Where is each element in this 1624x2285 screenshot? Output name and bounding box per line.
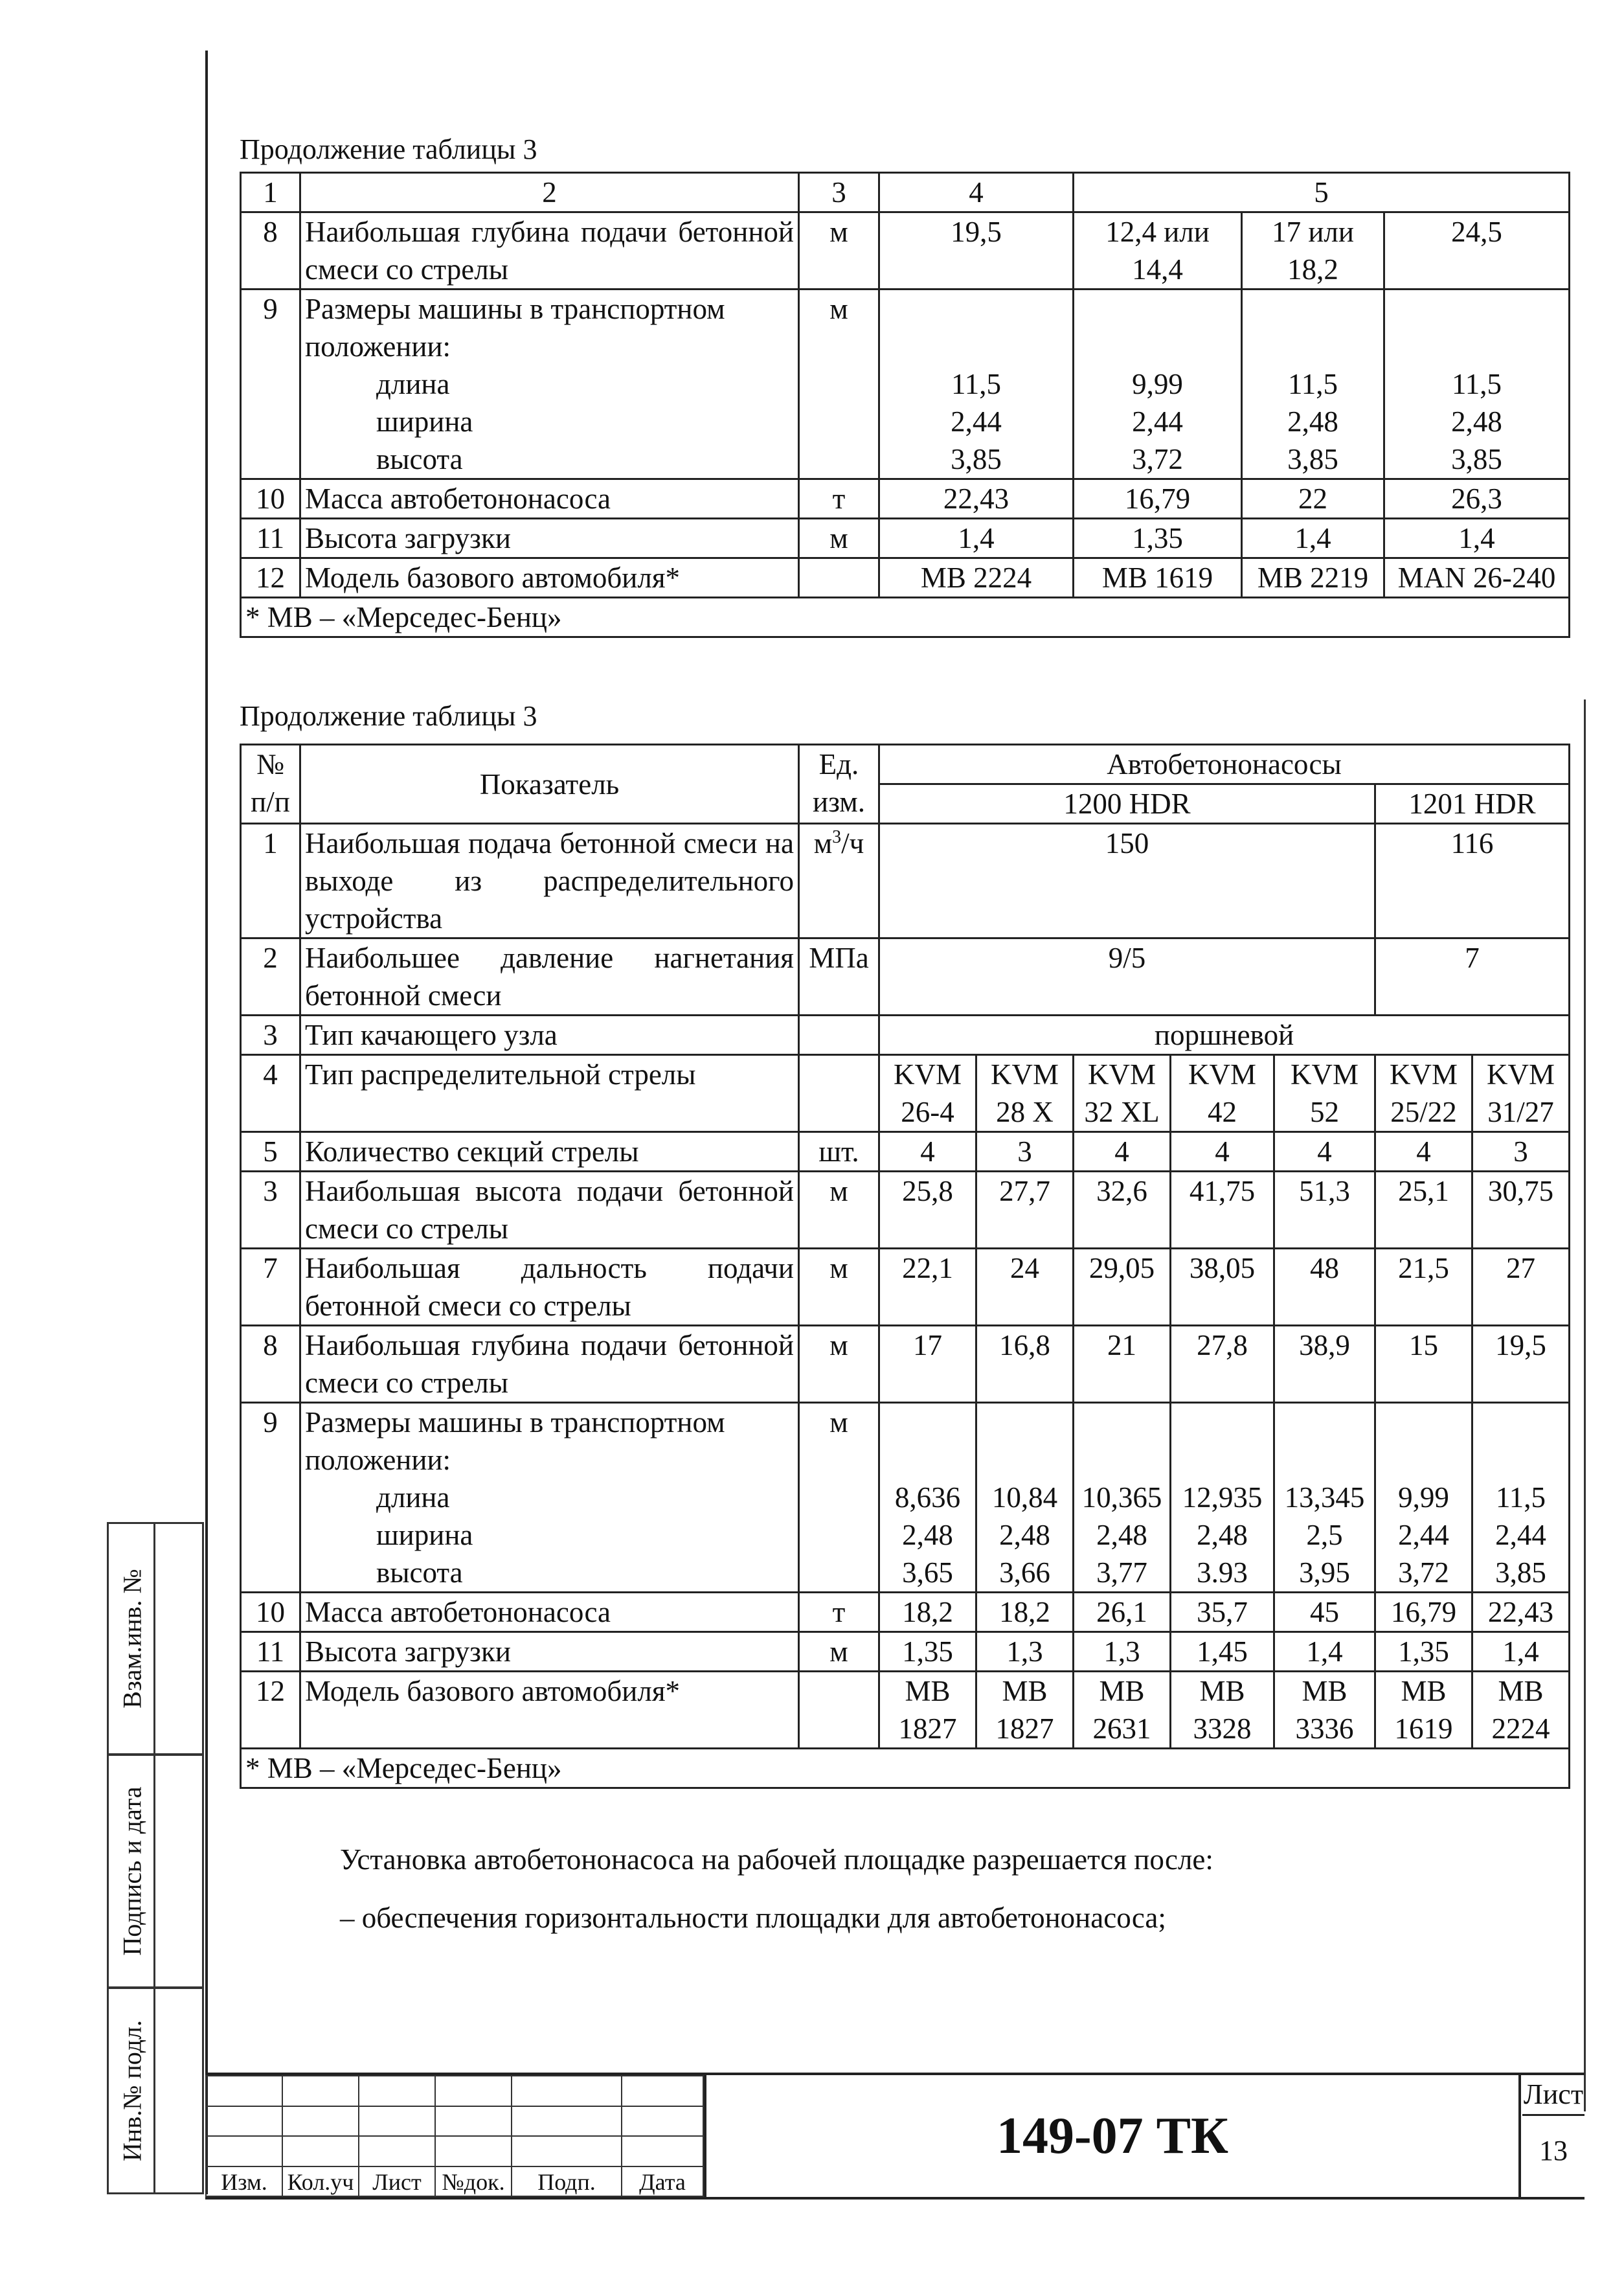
row-value: KVM 52	[1274, 1055, 1375, 1132]
row-value: 24,5	[1384, 212, 1570, 290]
row-subvalue: 3,85	[1451, 443, 1502, 475]
row-value: 4	[1171, 1132, 1274, 1172]
table-row	[241, 1593, 1570, 1632]
table-b-caption: Продолжение таблицы 3	[240, 700, 537, 732]
row-number: 3	[241, 1016, 300, 1055]
table-b-header-row	[241, 745, 1570, 784]
body-paragraph: Установка автобетононасоса на рабочей площадке разрешается после:	[340, 1843, 1213, 1876]
row-value: 4	[879, 1132, 976, 1172]
row-value: 21,5	[1375, 1249, 1472, 1326]
row-value: 45	[1274, 1593, 1375, 1632]
row-value: 1,4	[879, 519, 1074, 558]
row-subvalue: 2,44	[951, 405, 1002, 438]
row-value: KVM 26-4	[879, 1055, 976, 1132]
table-row	[241, 1016, 1570, 1055]
row-value-stack: 9,99 2,44 3,72	[1375, 1403, 1472, 1593]
row-number: 7	[241, 1249, 300, 1326]
row-subname: ширина	[376, 1519, 473, 1551]
row-number: 12	[241, 1672, 300, 1749]
row-value: 25,1	[1375, 1172, 1472, 1249]
row-number: 1	[241, 824, 300, 938]
row-value: 1,35	[879, 1632, 976, 1672]
row-value: 15	[1375, 1326, 1472, 1403]
table-footnote-row	[241, 1749, 1570, 1788]
table-row	[241, 1672, 1570, 1749]
row-value: 32,6	[1074, 1172, 1171, 1249]
sheet-label: Лист	[1522, 2075, 1585, 2116]
row-name: Размеры машины в транспортном положении:	[305, 1406, 725, 1476]
row-subvalue: 2,44	[1132, 405, 1183, 438]
row-unit: м	[799, 1632, 879, 1672]
row-subvalue: 3,85	[1287, 443, 1338, 475]
row-value: MB 2224	[879, 558, 1074, 598]
table-a-header-cell: 2	[300, 173, 799, 212]
row-value: 30,75	[1472, 1172, 1570, 1249]
row-unit	[799, 1055, 879, 1132]
row-value-stack	[1074, 290, 1242, 479]
row-value-stack: 11,5 2,44 3,85	[1472, 1403, 1570, 1593]
row-value: 25,8	[879, 1172, 976, 1249]
row-value: 19,5	[879, 212, 1074, 290]
row-name: Наибольшая глубина подачи бетонной смеси со стрелы	[300, 212, 799, 290]
row-unit: м	[799, 1249, 879, 1326]
row-value: MAN 26-240	[1384, 558, 1570, 598]
row-number: 5	[241, 1132, 300, 1172]
row-value: 27,8	[1171, 1326, 1274, 1403]
row-subname: высота	[376, 443, 463, 475]
table-row	[241, 479, 1570, 519]
row-name: Тип распределительной стрелы	[300, 1055, 799, 1132]
row-number: 11	[241, 1632, 300, 1672]
table-row	[241, 938, 1570, 1016]
row-value: 1,4	[1242, 519, 1384, 558]
row-value: 18,2	[879, 1593, 976, 1632]
row-subvalue: 2,48	[1451, 405, 1502, 438]
row-value: 38,05	[1171, 1249, 1274, 1326]
table-b-footnote: * MB – «Мерседес-Бенц»	[241, 1749, 1570, 1788]
row-value: 35,7	[1171, 1593, 1274, 1632]
row-number: 4	[241, 1055, 300, 1132]
header-num: № п/п	[241, 745, 300, 824]
row-name: Размеры машины в транспортном положении:	[305, 293, 725, 363]
title-block-label: Лист	[359, 2166, 435, 2197]
table-row	[241, 212, 1570, 290]
row-name: Наибольшее давление нагнетания бетонной смеси	[300, 938, 799, 1016]
row-number: 9	[241, 1403, 300, 1593]
row-value: 24	[976, 1249, 1074, 1326]
table-row	[241, 1055, 1570, 1132]
table-a-header-cell: 1	[241, 173, 300, 212]
table-a-caption: Продолжение таблицы 3	[240, 133, 537, 165]
row-name: Наибольшая глубина подачи бетонной смеси со стрелы	[300, 1326, 799, 1403]
row-value: 27	[1472, 1249, 1570, 1326]
header-unit: Ед. изм.	[799, 745, 879, 824]
side-stamp-podpis-data	[107, 1754, 204, 1988]
row-name: Количество секций стрелы	[300, 1132, 799, 1172]
table-row	[241, 558, 1570, 598]
row-value: 17 или 18,2	[1242, 212, 1384, 290]
row-value: 22,43	[1472, 1593, 1570, 1632]
row-subname: высота	[376, 1556, 463, 1589]
row-subname: ширина	[376, 405, 473, 438]
row-value: 150	[879, 824, 1375, 938]
row-value: 1,4	[1274, 1632, 1375, 1672]
row-value: 16,79	[1375, 1593, 1472, 1632]
page-frame-right	[1584, 699, 1586, 2111]
row-name: Масса автобетононасоса	[300, 479, 799, 519]
table-a-footnote: * MB – «Мерседес-Бенц»	[241, 598, 1570, 637]
row-value: KVM 32 XL	[1074, 1055, 1171, 1132]
row-value: поршневой	[879, 1016, 1570, 1055]
row-number: 2	[241, 938, 300, 1016]
row-value: 19,5	[1472, 1326, 1570, 1403]
row-name: Наибольшая высота подачи бетонной смеси со стрелы	[300, 1172, 799, 1249]
title-block-label: Изм.	[206, 2166, 282, 2197]
row-value: 29,05	[1074, 1249, 1171, 1326]
row-unit: м	[799, 1172, 879, 1249]
row-value: 38,9	[1274, 1326, 1375, 1403]
row-value: 3	[1472, 1132, 1570, 1172]
table-b	[240, 744, 1570, 1789]
row-subvalue: 3,85	[951, 443, 1002, 475]
row-value: 1,4	[1384, 519, 1570, 558]
row-value-stack	[1242, 290, 1384, 479]
row-value: MB 2219	[1242, 558, 1384, 598]
table-row	[241, 290, 1570, 479]
header-group: Автобетононасосы	[879, 745, 1570, 784]
row-value: 17	[879, 1326, 976, 1403]
table-row	[241, 824, 1570, 938]
side-label-vzam-inv: Взам.инв. №	[117, 1569, 147, 1709]
row-number: 10	[241, 1593, 300, 1632]
row-value: KVM 31/27	[1472, 1055, 1570, 1132]
row-name: Модель базового автомобиля*	[300, 1672, 799, 1749]
table-row	[241, 1172, 1570, 1249]
row-subvalue: 9,99	[1132, 368, 1183, 400]
row-number: 8	[241, 212, 300, 290]
row-value-stack: 10,84 2,48 3,66	[976, 1403, 1074, 1593]
row-name: Высота загрузки	[300, 519, 799, 558]
row-number: 12	[241, 558, 300, 598]
row-value: MB 2631	[1074, 1672, 1171, 1749]
row-value: MB 3336	[1274, 1672, 1375, 1749]
row-subvalue: 11,5	[1451, 368, 1502, 400]
row-value: MB 1619	[1074, 558, 1242, 598]
row-value: 18,2	[976, 1593, 1074, 1632]
row-value: KVM 25/22	[1375, 1055, 1472, 1132]
row-value: 51,3	[1274, 1172, 1375, 1249]
row-value: 26,1	[1074, 1593, 1171, 1632]
document-code: 149-07 ТК	[704, 2075, 1521, 2197]
row-value: 16,79	[1074, 479, 1242, 519]
row-unit: м	[799, 1326, 879, 1403]
title-block-label: Кол.уч	[282, 2166, 359, 2197]
row-unit: м	[799, 212, 879, 290]
row-value: 4	[1274, 1132, 1375, 1172]
table-a-header-cell: 5	[1074, 173, 1570, 212]
row-name: Наибольшая дальность подачи бетонной смеси со стрелы	[300, 1249, 799, 1326]
table-a	[240, 172, 1570, 638]
row-number: 10	[241, 479, 300, 519]
header-param: Показатель	[300, 745, 799, 824]
row-value: MB 1827	[976, 1672, 1074, 1749]
side-stamp-inv-podl	[107, 1987, 204, 2194]
row-subvalue: 11,5	[951, 368, 1002, 400]
row-value: 41,75	[1171, 1172, 1274, 1249]
row-number: 3	[241, 1172, 300, 1249]
table-row	[241, 1249, 1570, 1326]
side-label-inv-podl: Инв.№ подл.	[117, 2020, 147, 2161]
row-value: 1,35	[1074, 519, 1242, 558]
table-row	[241, 1403, 1570, 1593]
row-unit: м	[799, 290, 879, 479]
row-value: 1,3	[1074, 1632, 1171, 1672]
row-unit: шт.	[799, 1132, 879, 1172]
table-row	[241, 519, 1570, 558]
title-block-label: Подп.	[512, 2166, 622, 2197]
row-name: Масса автобетононасоса	[300, 1593, 799, 1632]
row-number: 9	[241, 290, 300, 479]
row-subvalue: 3,72	[1132, 443, 1183, 475]
row-value: 116	[1375, 824, 1570, 938]
row-name: Тип качающего узла	[300, 1016, 799, 1055]
table-a-header-cell: 3	[799, 173, 879, 212]
title-block	[205, 2073, 1585, 2200]
row-name-cell	[300, 1403, 799, 1593]
row-unit	[799, 1672, 879, 1749]
row-subname: длина	[376, 368, 450, 400]
row-value: MB 1619	[1375, 1672, 1472, 1749]
row-value: 9/5	[879, 938, 1375, 1016]
row-value: KVM 42	[1171, 1055, 1274, 1132]
row-number: 11	[241, 519, 300, 558]
row-name: Модель базового автомобиля*	[300, 558, 799, 598]
body-bullet: – обеспечения горизонтальности площадки для автобетононасоса;	[340, 1902, 1166, 1934]
side-label-podpis-data: Подпись и дата	[117, 1786, 147, 1956]
table-row	[241, 1632, 1570, 1672]
row-value-stack: 12,935 2,48 3.93	[1171, 1403, 1274, 1593]
row-value: 4	[1074, 1132, 1171, 1172]
row-value: 1,3	[976, 1632, 1074, 1672]
row-subvalue: 11,5	[1287, 368, 1338, 400]
row-value: MB 3328	[1171, 1672, 1274, 1749]
header-model: 1201 HDR	[1375, 784, 1570, 824]
row-value-stack: 13,345 2,5 3,95	[1274, 1403, 1375, 1593]
row-unit: т	[799, 1593, 879, 1632]
side-stamp-vzam-inv	[107, 1522, 204, 1755]
row-unit: м	[799, 519, 879, 558]
row-value: 1,4	[1472, 1632, 1570, 1672]
title-block-label: Дата	[622, 2166, 703, 2197]
row-value: 27,7	[976, 1172, 1074, 1249]
row-unit: м	[799, 1403, 879, 1593]
row-value: 16,8	[976, 1326, 1074, 1403]
row-value: 1,45	[1171, 1632, 1274, 1672]
row-value: 1,35	[1375, 1632, 1472, 1672]
row-value: 22,1	[879, 1249, 976, 1326]
title-block-grid	[205, 2075, 704, 2197]
row-number: 8	[241, 1326, 300, 1403]
row-unit	[799, 558, 879, 598]
row-value-stack	[1384, 290, 1570, 479]
table-row	[241, 1326, 1570, 1403]
sheet-number: 13	[1539, 2135, 1568, 2166]
row-value-stack: 10,365 2,48 3,77	[1074, 1403, 1171, 1593]
row-value-stack: 8,636 2,48 3,65	[879, 1403, 976, 1593]
row-subvalue: 2,48	[1287, 405, 1338, 438]
row-value: 48	[1274, 1249, 1375, 1326]
row-unit: $м^3/ч$	[799, 824, 879, 938]
row-value: 4	[1375, 1132, 1472, 1172]
row-unit	[799, 1016, 879, 1055]
row-value: MB 2224	[1472, 1672, 1570, 1749]
row-value: KVM 28 X	[976, 1055, 1074, 1132]
row-value: 7	[1375, 938, 1570, 1016]
header-model: 1200 HDR	[879, 784, 1375, 824]
table-a-header-cell: 4	[879, 173, 1074, 212]
row-name-cell	[300, 290, 799, 479]
row-unit: МПа	[799, 938, 879, 1016]
title-block-label: №док.	[435, 2166, 512, 2197]
row-value: 12,4 или 14,4	[1074, 212, 1242, 290]
row-name: Высота загрузки	[300, 1632, 799, 1672]
row-value: 26,3	[1384, 479, 1570, 519]
row-value: 3	[976, 1132, 1074, 1172]
row-unit: т	[799, 479, 879, 519]
row-value: 22,43	[879, 479, 1074, 519]
page-frame-left	[205, 51, 208, 2194]
table-footnote-row	[241, 598, 1570, 637]
table-row	[241, 1132, 1570, 1172]
row-subname: длина	[376, 1481, 450, 1514]
row-value-stack	[879, 290, 1074, 479]
table-a-header-row	[241, 173, 1570, 212]
row-name: Наибольшая подача бетонной смеси на выходе из распределительного устройства	[300, 824, 799, 938]
row-value: 22	[1242, 479, 1384, 519]
row-value: 21	[1074, 1326, 1171, 1403]
row-value: MB 1827	[879, 1672, 976, 1749]
